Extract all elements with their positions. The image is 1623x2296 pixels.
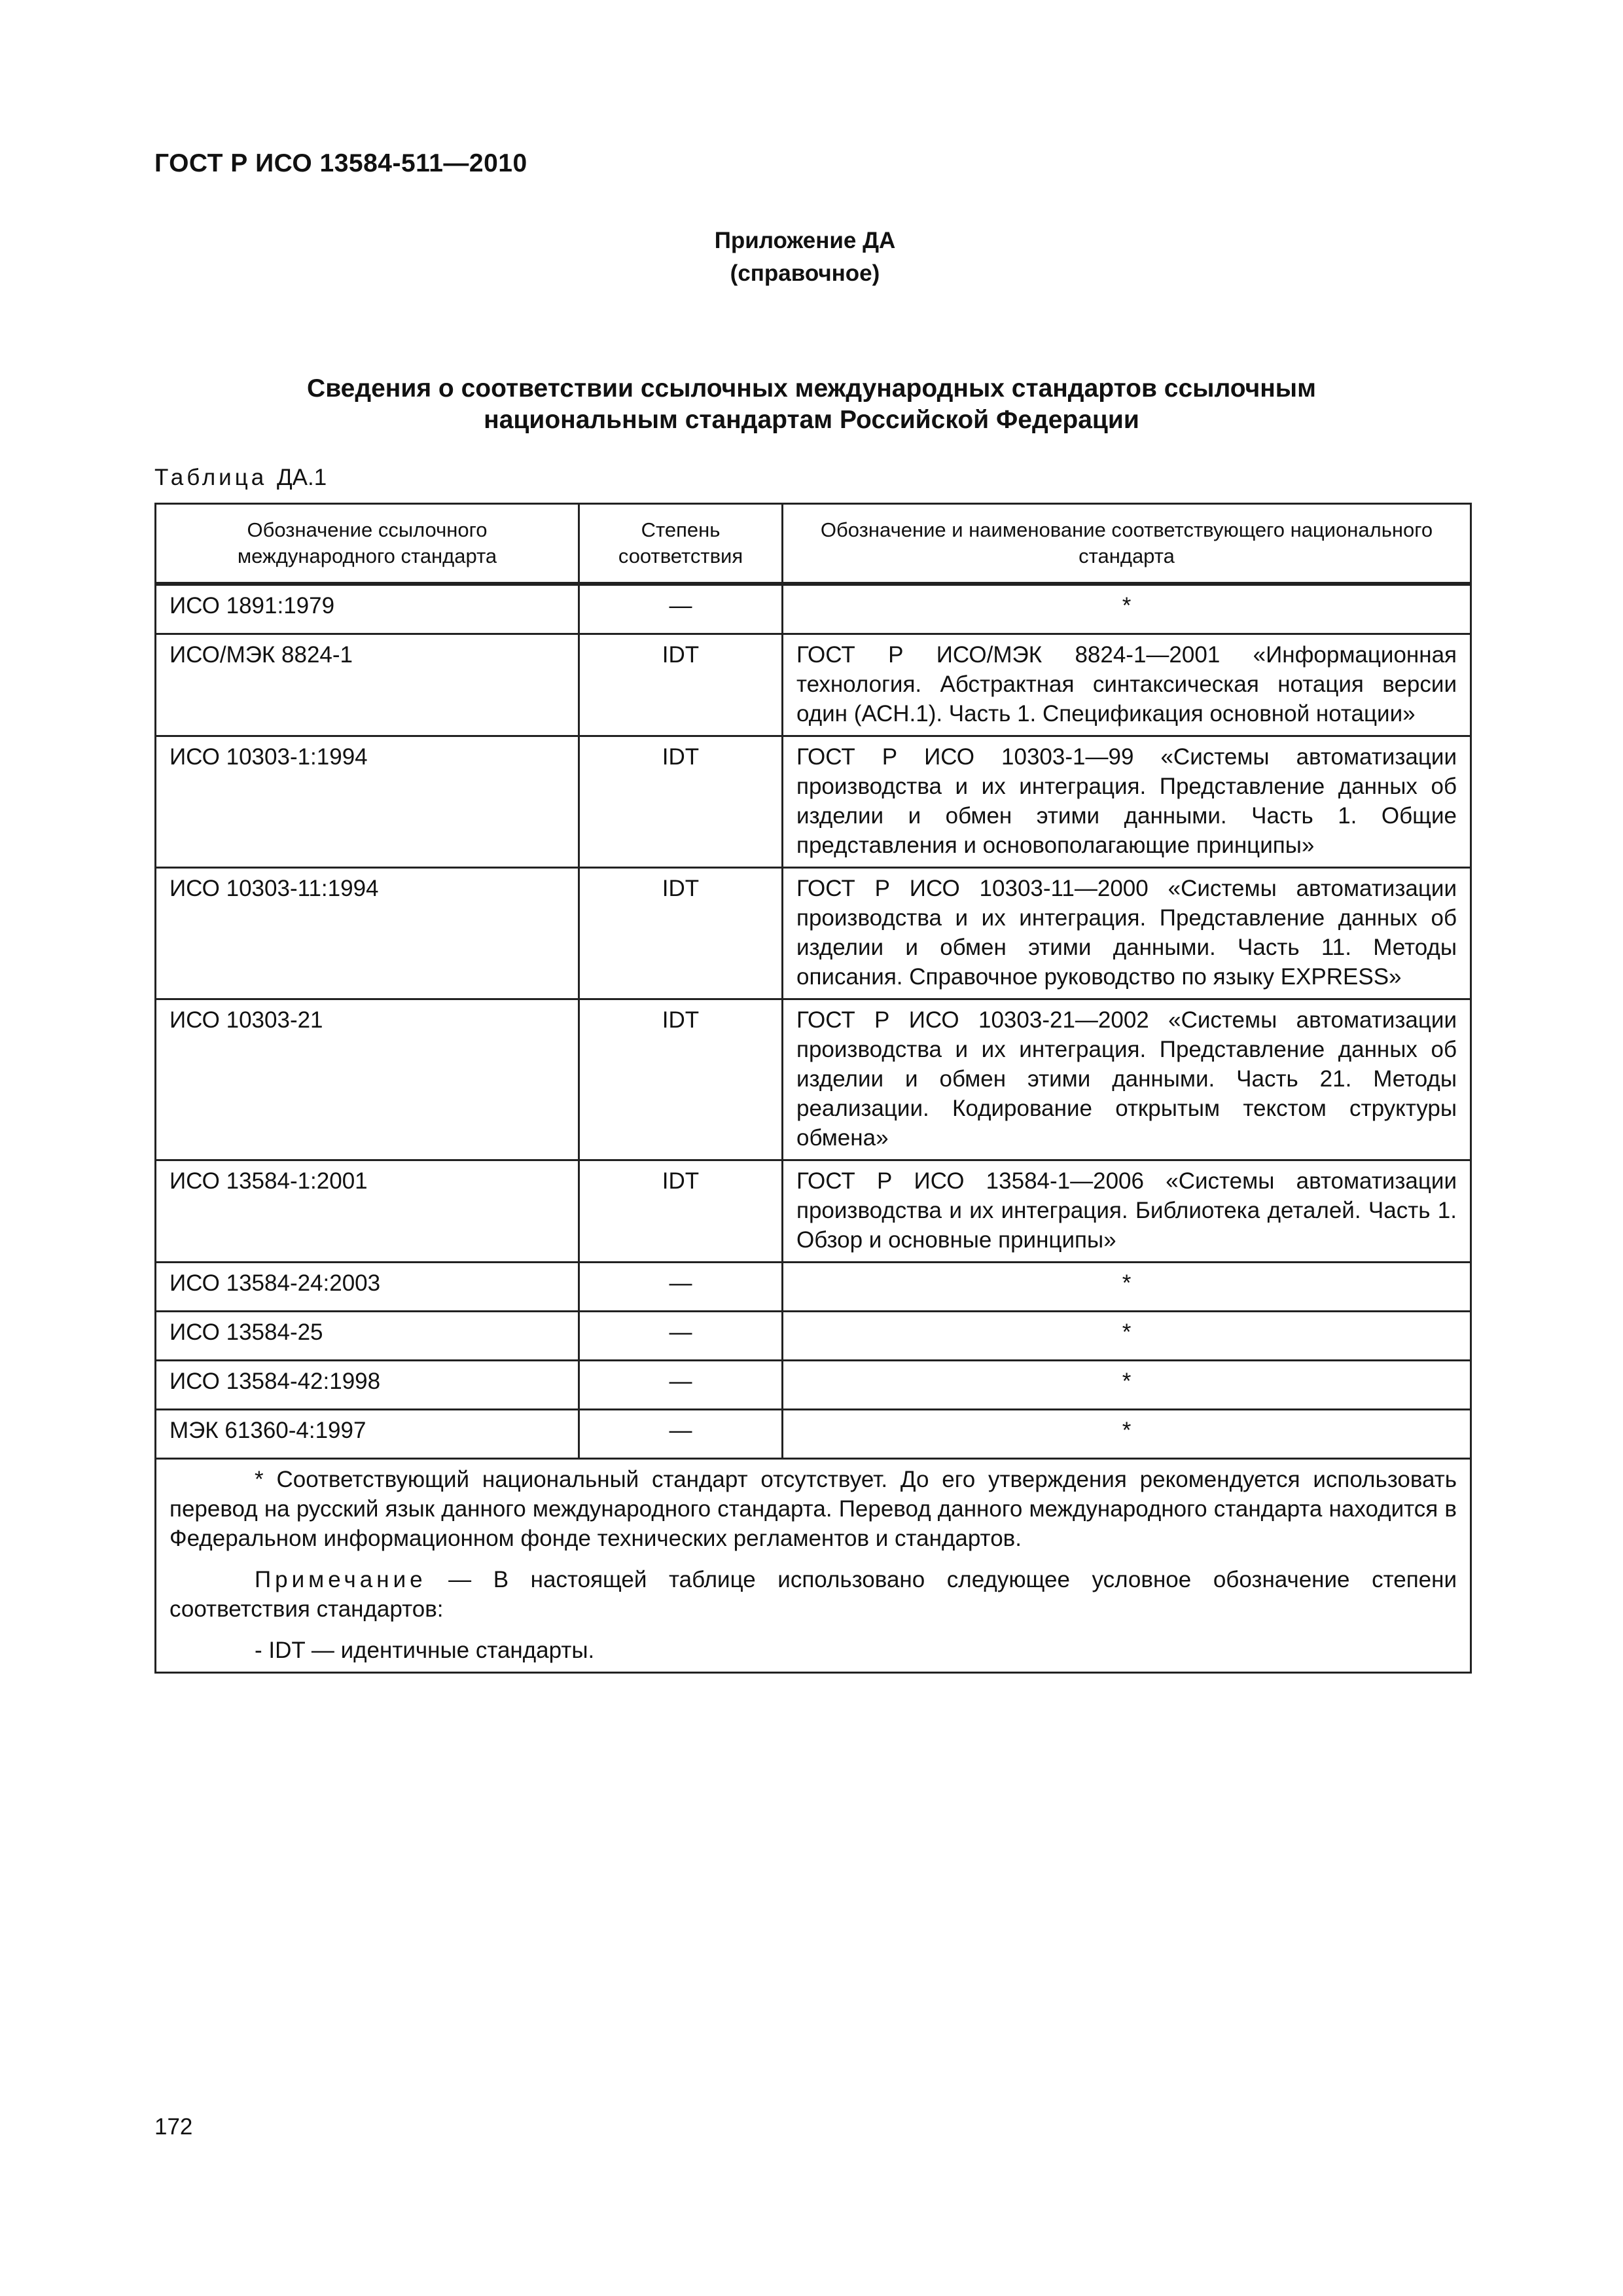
cell-name: * [783, 584, 1471, 634]
cell-code: ИСО 1891:1979 [156, 584, 579, 634]
cell-degree: IDT [579, 1160, 783, 1263]
note-label: Примечание [255, 1567, 427, 1592]
table-header-row [156, 504, 1471, 584]
table-row [156, 999, 1471, 1160]
cell-name: * [783, 1361, 1471, 1410]
cell-name: ГОСТ Р ИСО 13584-1—2006 «Системы автоматизации производства и их интеграция. Библиотека деталей. Часть 1. Обзор и основные принципы» [783, 1160, 1471, 1263]
cell-name: * [783, 1263, 1471, 1312]
table-row [156, 584, 1471, 634]
section-title-line-1: Сведения о соответствии ссылочных международных стандартов ссылочным [307, 374, 1316, 403]
cell-degree: IDT [579, 634, 783, 736]
standards-table [154, 503, 1472, 1674]
table-row [156, 1160, 1471, 1263]
document-code: ГОСТ Р ИСО 13584-511—2010 [154, 149, 527, 177]
cell-code: ИСО 13584-1:2001 [156, 1160, 579, 1263]
cell-degree: — [579, 1312, 783, 1361]
cell-degree: IDT [579, 999, 783, 1160]
table-row [156, 1410, 1471, 1459]
table-caption-number: ДА.1 [276, 465, 327, 490]
cell-name: ГОСТ Р ИСО 10303-1—99 «Системы автоматизации производства и их интеграция. Представление данных об изделии и обмен этими данными. Часть 1. Общие представления и основополагающие принципы» [783, 736, 1471, 868]
header-international-standard: Обозначение ссылочного международного стандарта [156, 504, 579, 584]
cell-code: ИСО 13584-42:1998 [156, 1361, 579, 1410]
cell-degree: IDT [579, 868, 783, 999]
table-row [156, 634, 1471, 736]
table-footnote-row [156, 1459, 1471, 1673]
section-title-line-2: национальным стандартам Российской Федерации [484, 406, 1139, 434]
cell-name: * [783, 1312, 1471, 1361]
cell-code: ИСО/МЭК 8824-1 [156, 634, 579, 736]
cell-degree: — [579, 1361, 783, 1410]
cell-degree: — [579, 1410, 783, 1459]
page-number: 172 [154, 2114, 193, 2140]
cell-code: ИСО 13584-25 [156, 1312, 579, 1361]
annex-note: (справочное) [730, 260, 880, 286]
cell-degree: IDT [579, 736, 783, 868]
cell-degree: — [579, 584, 783, 634]
table-row [156, 1361, 1471, 1410]
table-row [156, 1263, 1471, 1312]
cell-degree: — [579, 1263, 783, 1312]
table-footnote-cell [156, 1459, 1471, 1673]
note-text: — В настоящей таблице использовано следующее условное обозначение степени соответствия стандартов: [169, 1567, 1457, 1622]
table-caption-word: Таблица [154, 465, 268, 490]
cell-code: ИСО 13584-24:2003 [156, 1263, 579, 1312]
table-caption [154, 465, 327, 491]
table-row [156, 868, 1471, 999]
cell-code: ИСО 10303-21 [156, 999, 579, 1160]
cell-name: ГОСТ Р ИСО 10303-21—2002 «Системы автоматизации производства и их интеграция. Представление данных об изделии и обмен этими данными. Часть 21. Методы реализации. Кодирование открытым текстом структуры обмена» [783, 999, 1471, 1160]
table-row [156, 736, 1471, 868]
footnote-text: * Соответствующий национальный стандарт отсутствует. До его утверждения рекомендуется использовать перевод на русский язык данного международного стандарта. Перевод данного международного стандарта находится в Федеральном информационном фонде технических регламентов и стандартов. [169, 1467, 1457, 1551]
cell-name: ГОСТ Р ИСО/МЭК 8824-1—2001 «Информационная технология. Абстрактная синтаксическая нотация версии один (АСН.1). Часть 1. Спецификация основной нотации» [783, 634, 1471, 736]
header-national-standard: Обозначение и наименование соответствующего национального стандарта [783, 504, 1471, 584]
note-idt-item: - IDT — идентичные стандарты. [255, 1638, 595, 1663]
note-paragraph [169, 1565, 1457, 1624]
annex-title: Приложение ДА [714, 228, 896, 253]
table-row [156, 1312, 1471, 1361]
cell-code: ИСО 10303-11:1994 [156, 868, 579, 999]
cell-code: ИСО 10303-1:1994 [156, 736, 579, 868]
header-degree: Степень соответствия [579, 504, 783, 584]
cell-name: * [783, 1410, 1471, 1459]
cell-name: ГОСТ Р ИСО 10303-11—2000 «Системы автоматизации производства и их интеграция. Представление данных об изделии и обмен этими данными. Часть 11. Методы описания. Справочное руководство по языку EXPRESS» [783, 868, 1471, 999]
cell-code: МЭК 61360-4:1997 [156, 1410, 579, 1459]
